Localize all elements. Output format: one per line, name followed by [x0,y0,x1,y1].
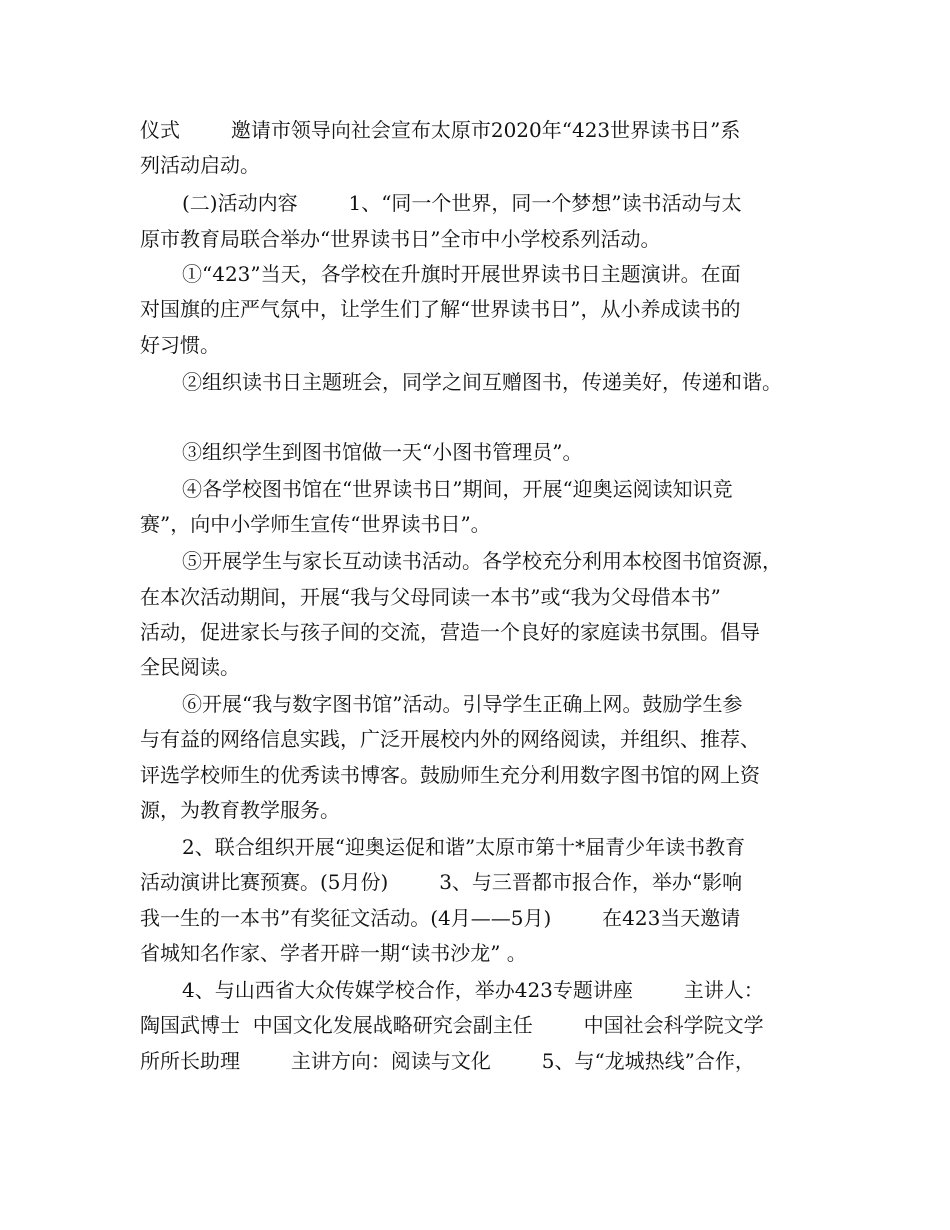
text-line: ⑥开展“我与数字图书馆”活动。引导学生正确上网。鼓励学生参 [182,692,743,716]
text-line: ③组织学生到图书馆做一天“小图书管理员”。 [182,440,583,464]
text-line: 赛”，向中小学师生宣传“世界读书日”。 [140,512,491,536]
text-line: 好习惯。 [140,333,220,357]
text-line: (二)活动内容 1、“同一个世界，同一个梦想”读书活动与太 [182,191,742,215]
text-line: 源，为教育教学服务。 [140,798,340,822]
text-line: 活动演讲比赛预赛。(5月份) 3、与三晋都市报合作，举办“影响 [140,870,743,894]
text-line: 列活动启动。 [140,153,260,177]
text-line: 所所长助理 主讲方向：阅读与文化 5、与“龙城热线”合作， [140,1049,755,1073]
text-line: 我一生的一本书”有奖征文活动。(4月——5月) 在423当天邀请 [140,906,741,930]
text-line: 省城知名作家、学者开辟一期“读书沙龙” 。 [140,941,527,965]
text-line: ⑤开展学生与家长互动读书活动。各学校充分利用本校图书馆资源， [182,549,782,573]
text-line: 原市教育局联合举办“世界读书日”全市中小学校系列活动。 [140,227,661,251]
text-line: 评选学校师生的优秀读书博客。鼓励师生充分利用数字图书馆的网上资 [140,763,760,787]
text-line: 4、与山西省大众传媒学校合作，举办423专题讲座 主讲人： [182,978,764,1002]
text-line: ①“423”当天，各学校在升旗时开展世界读书日主题演讲。在面 [182,262,741,286]
text-line: ②组织读书日主题班会，同学之间互赠图书，传递美好，传递和谐。 [182,370,782,394]
text-line: ④各学校图书馆在“世界读书日”期间，开展“迎奥运阅读知识竞 [182,477,733,501]
text-line: 全民阅读。 [140,655,240,679]
text-line: 在本次活动期间，开展“我与父母同读一本书”或“我为父母借本书” [140,585,721,609]
text-line: 对国旗的庄严气氛中，让学生们了解“世界读书日”，从小养成读书的 [140,297,741,321]
text-line: 与有益的网络信息实践，广泛开展校内外的网络阅读，并组织、推荐、 [140,727,760,751]
text-line: 陶国武博士 中国文化发展战略研究会副主任 中国社会科学院文学 [140,1013,764,1037]
text-line: 仪式 邀请市领导向社会宣布太原市2020年“423世界读书日”系 [140,118,741,142]
text-line: 活动，促进家长与孩子间的交流，营造一个良好的家庭读书氛围。倡导 [140,620,760,644]
text-line: 2、联合组织开展“迎奥运促和谐”太原市第十*届青少年读书教育 [182,835,746,859]
